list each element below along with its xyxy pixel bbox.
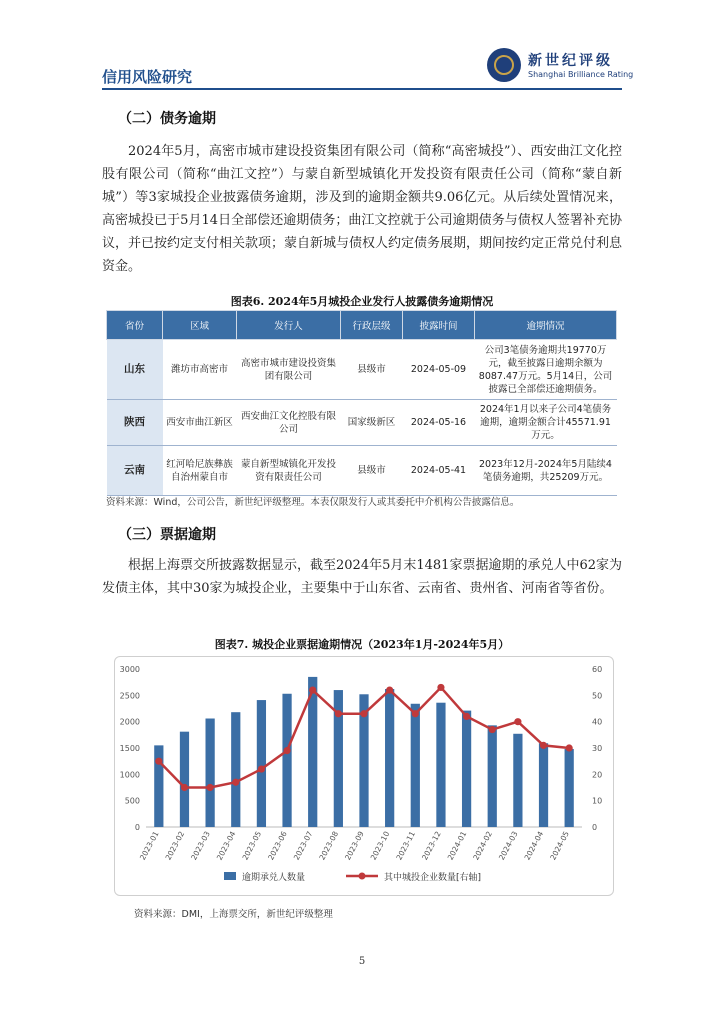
table-row [107,340,617,400]
x-axis-tick-label: 2023-12 [420,829,443,862]
section-title-debt-overdue: （二）债务逾期 [118,111,216,127]
line-point-2023-07 [309,686,316,693]
bar-2024-05 [565,749,574,827]
bar-2023-03 [206,719,215,827]
x-axis-tick-label: 2024-03 [496,829,520,862]
line-point-2023-03 [207,784,214,791]
line-point-2023-04 [232,779,239,786]
right-axis-tick-label: 50 [592,691,603,701]
legend-line-label: 其中城投企业数量[右轴] [384,873,482,883]
line-point-2023-08 [335,710,342,717]
column-header: 区域 [163,311,237,340]
legend-bar-swatch [224,872,236,880]
line-point-2024-01 [463,713,470,720]
bar-2023-04 [231,712,240,827]
right-axis-tick-label: 60 [592,665,603,674]
paragraph-debt-overdue: 2024年5月，高密市城市建设投资集团有限公司（简称“高密城投”）、西安曲江文化控股有限公司（简称“曲江文控”）与蒙自新型城镇化开发投资有限责任公司（简称“蒙自新城”）等3家城投企业披露债务逾期，涉及到的逾期金额共9.06亿元。从后续处置情况来，高密城投已于5月14日全部偿还逾期债务；曲江文控就于公司逾期债务与债权人签署补充协议，并已按约定支付相关款项；蒙自新城与债权人约定债务展期，期间按约定正常兑付利息资金。 [102,144,623,274]
logo-name: 新世纪评级 [528,53,613,69]
line-point-2023-11 [412,710,419,717]
x-axis-tick-label: 2023-10 [368,829,392,862]
legend-bar-label: 逾期承兑人数量 [242,873,306,883]
line-point-2023-06 [283,747,290,754]
column-header: 行政层级 [341,311,403,340]
bar-2024-01 [462,711,471,827]
bar-2023-11 [411,704,420,827]
cell-region: 潍坊市高密市 [163,340,237,400]
left-axis-tick-label: 1000 [119,770,140,780]
x-axis-tick-label: 2023-03 [189,829,212,862]
column-header: 发行人 [237,311,341,340]
column-header: 逾期情况 [475,311,617,340]
logo-english-name: Shanghai Brilliance Rating [528,70,634,79]
line-point-2023-10 [386,686,393,693]
x-axis-tick-label: 2023-02 [163,829,187,862]
left-axis-tick-label: 500 [124,796,140,806]
line-point-2023-02 [181,784,188,791]
bar-2024-03 [513,734,522,827]
column-header: 披露时间 [403,311,475,340]
line-point-2024-04 [540,742,547,749]
line-point-2024-05 [566,744,573,751]
cell-overdue-detail: 2023年12月-2024年5月陆续4笔债务逾期，共25209万元。 [475,446,617,496]
cell-overdue-detail: 2024年1月以来子公司4笔债务逾期，逾期金额合计45571.91万元。 [475,400,617,446]
left-axis-tick-label: 2000 [119,717,140,727]
x-axis-tick-label: 2024-01 [445,829,469,862]
cell-region: 红河哈尼族彝族自治州蒙自市 [163,446,237,496]
bar-2023-10 [385,689,394,827]
left-axis-tick-label: 0 [134,823,140,832]
cell-admin-level: 县级市 [341,446,403,496]
line-point-2024-02 [489,726,496,733]
debt-overdue-table [106,310,617,496]
x-axis-tick-label: 2023-08 [317,829,341,862]
paragraph-bill-overdue: 根据上海票交所披露数据显示，截至2024年5月末1481家票据逾期的承兑人中62家为发债主体，其中30家为城投企业，主要集中于山东省、云南省、贵州省、河南省等省份。 [102,558,622,596]
x-axis-tick-label: 2023-09 [343,829,366,862]
x-axis-tick-label: 2024-02 [471,829,495,862]
right-axis-tick-label: 10 [592,796,603,806]
x-axis-tick-label: 2023-05 [240,829,264,862]
cell-admin-level: 国家级新区 [341,400,403,446]
bar-2024-02 [488,725,497,827]
left-axis-tick-label: 3000 [119,665,140,674]
cell-issuer: 蒙自新型城镇化开发投资有限责任公司 [237,446,341,496]
bill-overdue-chart [114,656,612,894]
cell-province: 山东 [107,340,163,400]
cell-overdue-detail: 公司3笔债务逾期共19770万元，截至披露日逾期余额为8087.47万元。5月14日，公司披露已全部偿还逾期债务。 [475,340,617,400]
cell-province: 陕西 [107,400,163,446]
line-point-2024-03 [514,718,521,725]
bar-2023-06 [282,694,291,827]
logo-icon [487,48,521,82]
line-point-2023-12 [437,684,444,691]
bar-2023-05 [257,700,266,827]
table-row [107,400,617,446]
legend-line-marker [359,873,366,880]
chart-caption: 图表7. 城投企业票据逾期情况（2023年1月-2024年5月） [214,638,510,651]
cell-province: 云南 [107,446,163,496]
bar-2023-12 [436,703,445,827]
header-title: 信用风险研究 [102,68,193,86]
cell-date: 2024-05-16 [403,400,475,446]
table-header-row [107,311,617,340]
table-source-note: 资料来源：Wind，公司公告，新世纪评级整理。本表仅限发行人或其委托中介机构公告披露信息。 [106,497,520,508]
cell-issuer: 高密市城市建设投资集团有限公司 [237,340,341,400]
bar-2024-04 [539,743,548,827]
cell-admin-level: 县级市 [341,340,403,400]
left-axis-tick-label: 2500 [119,691,140,701]
right-axis-tick-label: 40 [592,717,603,727]
left-axis-tick-label: 1500 [119,744,140,753]
section-title-bill-overdue: （三）票据逾期 [118,527,216,543]
line-point-2023-01 [155,758,162,765]
x-axis-tick-label: 2023-04 [214,829,238,862]
bar-2023-02 [180,732,189,827]
x-axis-tick-label: 2024-05 [548,829,571,862]
cell-date: 2024-05-41 [403,446,475,496]
x-axis-tick-label: 2024-04 [522,829,546,862]
column-header: 省份 [107,311,163,340]
x-axis-tick-label: 2023-07 [291,829,315,862]
right-axis-tick-label: 20 [592,770,603,780]
cell-issuer: 西安曲江文化控股有限公司 [237,400,341,446]
x-axis-tick-label: 2023-11 [394,829,418,862]
right-axis-tick-label: 30 [592,744,603,753]
page-number: 5 [358,956,366,967]
table-caption: 图表6. 2024年5月城投企业发行人披露债务逾期情况 [230,295,494,308]
table-row [107,446,617,496]
cell-region: 西安市曲江新区 [163,400,237,446]
line-point-2023-05 [258,765,265,772]
x-axis-tick-label: 2023-01 [137,829,161,862]
cell-date: 2024-05-09 [403,340,475,400]
line-point-2023-09 [360,710,367,717]
header-divider [102,88,622,90]
x-axis-tick-label: 2023-06 [266,829,289,862]
chart-source-note: 资料来源：DMI，上海票交所，新世纪评级整理 [134,909,333,920]
right-axis-tick-label: 0 [592,823,598,832]
